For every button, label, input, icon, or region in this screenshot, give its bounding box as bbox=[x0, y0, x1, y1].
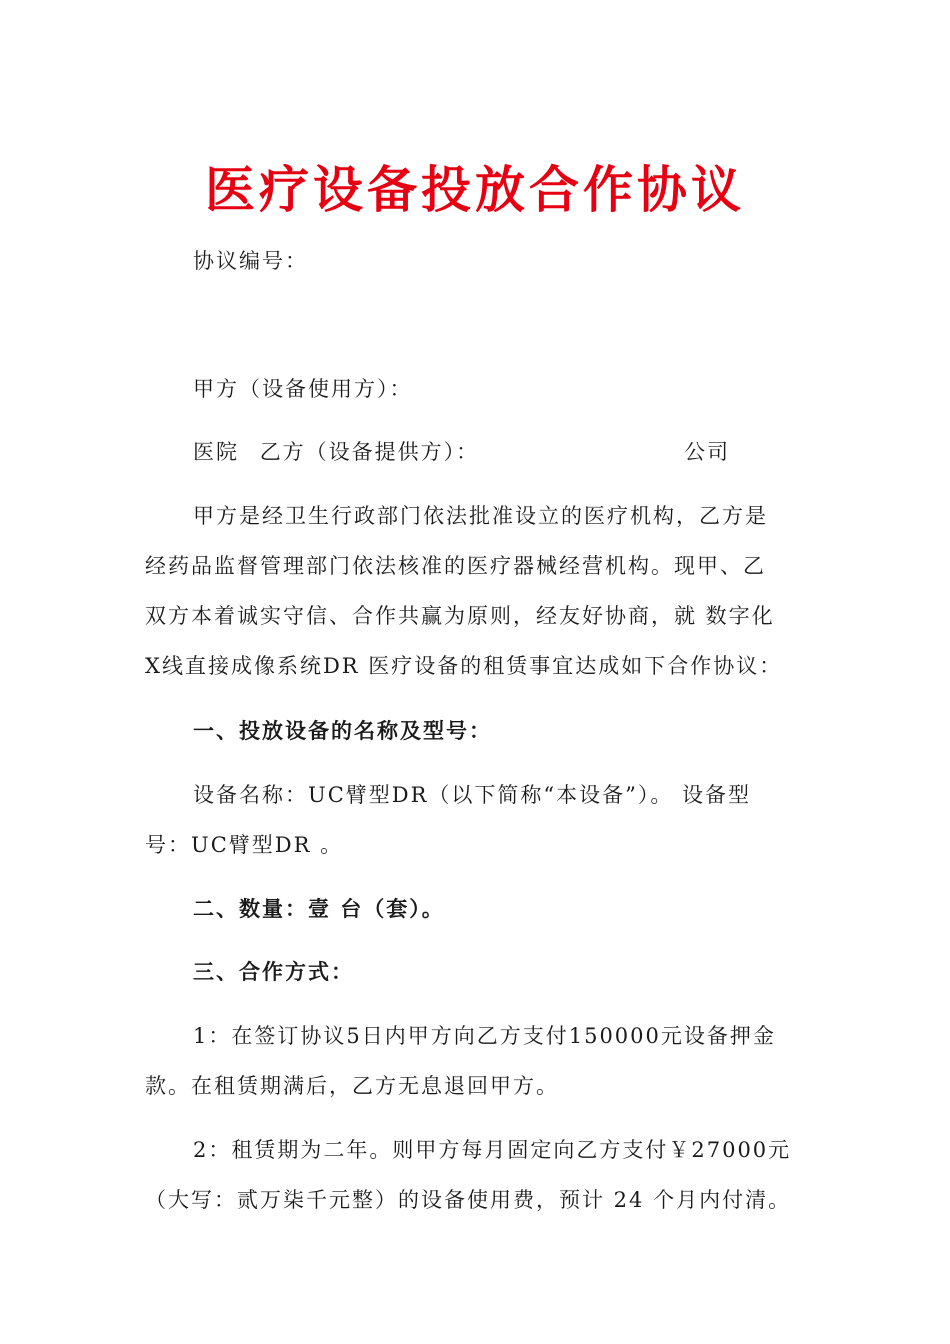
intro-line-2: 经药品监督管理部门依法核准的医疗器械经营机构。现甲、乙 bbox=[145, 554, 766, 578]
intro-line-1: 甲方是经卫生行政部门依法批准设立的医疗机构，乙方是 bbox=[193, 504, 768, 528]
section-2-heading: 二、数量：壹 台（套）。 bbox=[193, 897, 445, 921]
section-1-heading: 一、投放设备的名称及型号： bbox=[193, 719, 492, 743]
intro-line-3: 双方本着诚实守信、合作共赢为原则，经友好协商，就 数字化 bbox=[145, 604, 775, 628]
party-a-label: 甲方（设备使用方）： bbox=[193, 377, 413, 401]
intro-line-4: X线直接成像系统DR 医疗设备的租赁事宜达成如下合作协议： bbox=[145, 654, 783, 678]
agreement-number-label: 协议编号： bbox=[193, 249, 308, 273]
document-title: 医疗设备投放合作协议 bbox=[205, 161, 745, 219]
clause-1-line-1: 1：在签订协议5日内甲方向乙方支付150000元设备押金 bbox=[193, 1024, 776, 1048]
section-1-line-1: 设备名称：UC臂型DR（以下简称“本设备”）。 设备型 bbox=[193, 783, 752, 807]
section-3-heading: 三、合作方式： bbox=[193, 960, 354, 984]
clause-2-line-2: （大写：贰万柒千元整）的设备使用费，预计 24 个月内付清。 bbox=[145, 1188, 792, 1212]
party-a-b-line bbox=[193, 437, 479, 467]
party-b-suffix: 公司 bbox=[684, 440, 730, 464]
clause-1-line-2: 款。在租赁期满后，乙方无息退回甲方。 bbox=[145, 1074, 559, 1098]
party-b-label: 乙方（设备提供方）： bbox=[259, 440, 480, 464]
party-a-suffix: 医院 bbox=[193, 440, 239, 464]
section-1-line-2: 号：UC臂型DR 。 bbox=[145, 833, 344, 857]
clause-2-line-1: 2：租赁期为二年。则甲方每月固定向乙方支付￥27000元 bbox=[193, 1138, 792, 1162]
